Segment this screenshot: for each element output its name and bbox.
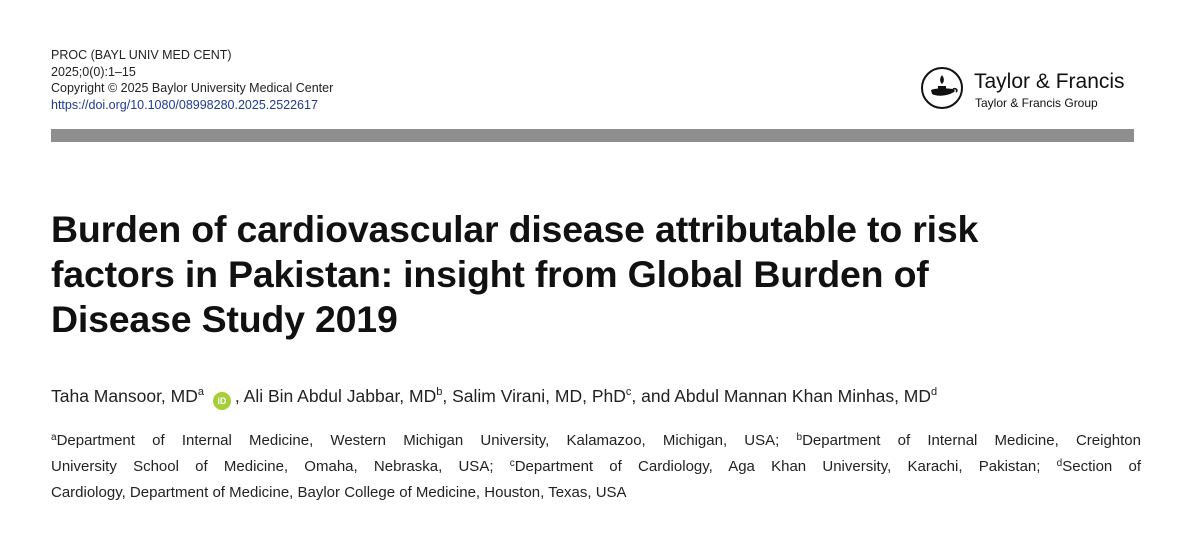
author-separator: , [442, 386, 453, 406]
affil-text: Department of Cardiology, Aga Khan University, Karachi, Pakistan; [514, 458, 1057, 475]
publisher-logo [921, 66, 1141, 114]
title-line: Disease Study 2019 [51, 298, 398, 340]
author-separator: , and [631, 386, 675, 406]
affil-sup: d [1056, 458, 1063, 469]
author-affil-sup: d [931, 386, 938, 398]
affil-text: Cardiology, Department of Medicine, Baylor College of Medicine, Houston, Texas, USA [51, 484, 627, 501]
publisher-group: Taylor & Francis Group [975, 96, 1098, 110]
publisher-name: Taylor & Francis [974, 70, 1125, 93]
author-list [51, 386, 937, 410]
author-affil-sup: a [197, 386, 204, 398]
title-line: factors in Pakistan: insight from Global Burden of [51, 253, 929, 295]
journal-name: PROC (BAYL UNIV MED CENT) [51, 48, 232, 62]
oil-lamp-icon [921, 67, 963, 109]
copyright-line: Copyright © 2025 Baylor University Medical Center [51, 81, 334, 95]
journal-metadata [51, 47, 333, 113]
author-name: Salim Virani, MD, PhD [452, 386, 626, 406]
author-affil-sup: b [436, 386, 443, 398]
author-affil-sup: c [625, 386, 632, 398]
affiliation-line [51, 428, 1141, 454]
affil-text: Department of Internal Medicine, Creighton [802, 432, 1141, 449]
affiliations [51, 428, 1141, 506]
affil-sup: b [796, 432, 803, 443]
affiliation-line [51, 480, 1141, 506]
author-name: Taha Mansoor, MD [51, 386, 198, 406]
affiliation-line [51, 454, 1141, 480]
journal-volume: 2025;0(0):1–15 [51, 64, 136, 79]
author-name: Ali Bin Abdul Jabbar, MD [243, 386, 437, 406]
affil-text: Section of [1062, 458, 1141, 475]
affil-text: Department of Internal Medicine, Western Michigan University, Kalamazoo, Michigan, USA; [56, 432, 797, 449]
orcid-icon[interactable]: iD [213, 392, 231, 410]
doi-link[interactable]: https://doi.org/10.1080/08998280.2025.2522617 [51, 97, 318, 112]
title-line: Burden of cardiovascular disease attributable to risk [51, 208, 979, 250]
affil-sup: c [509, 458, 515, 469]
author-name: Abdul Mannan Khan Minhas, MD [674, 386, 932, 406]
header-divider [51, 129, 1134, 142]
affil-text: University School of Medicine, Omaha, Nebraska, USA; [51, 458, 510, 475]
article-title [51, 207, 1131, 342]
author-separator: , [234, 386, 244, 406]
affil-sup: a [51, 432, 57, 443]
